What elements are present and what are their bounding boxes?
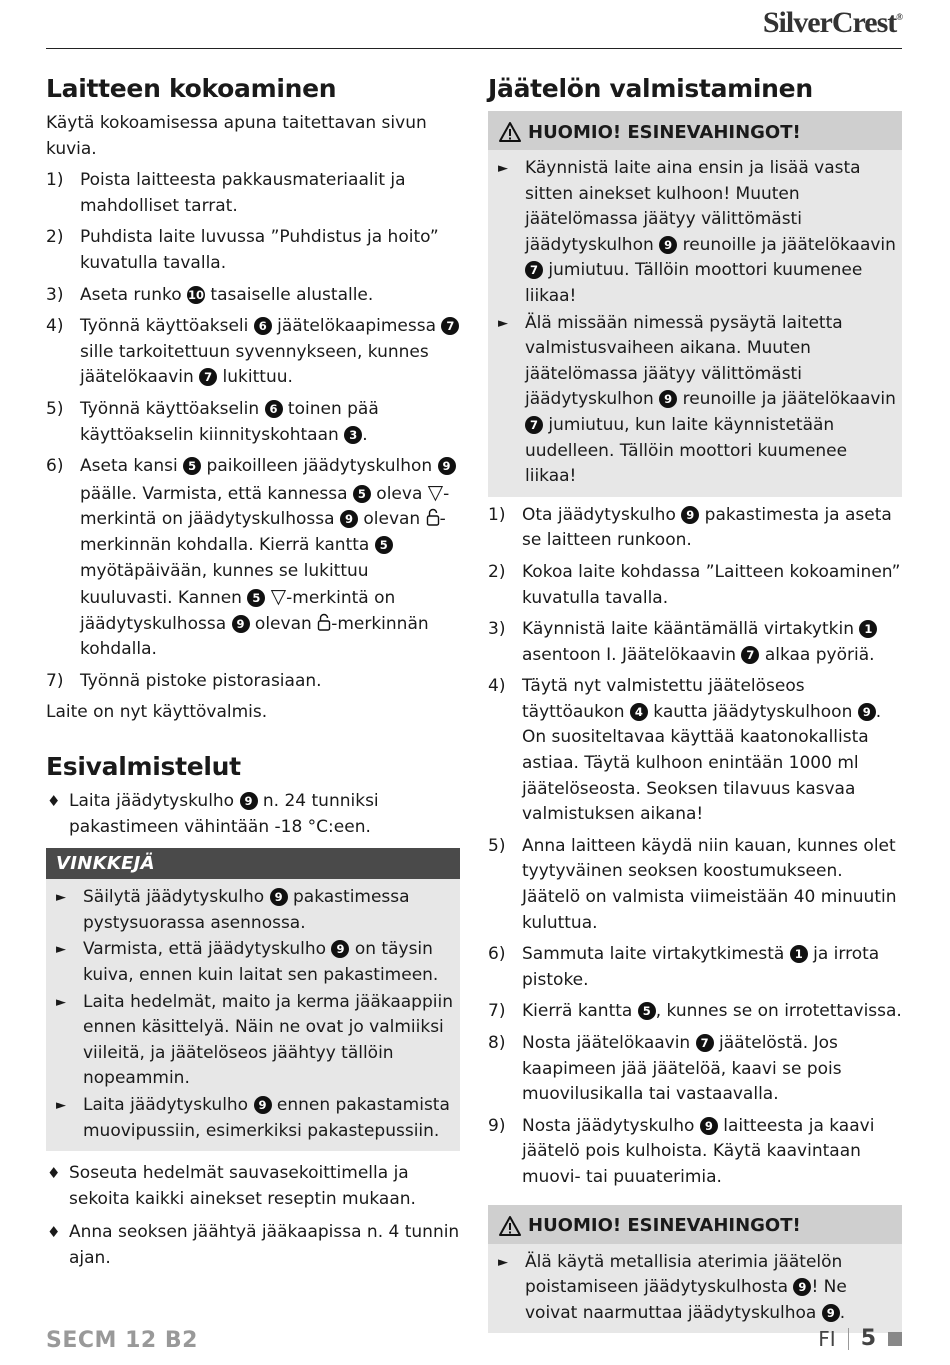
step-text: Aseta kansi 5 paikoilleen jäädytyskulhon 9 päälle. Varmista, että kannessa 5 oleva ▽-merkintä on jäädytyskulhossa 9 olevan -merkinnän kohdalla. Kierrä kantta 5 myötäpäivään, kunnes se lukittuu kuuluvasti. Kannen 5 ▽-merkintä on jäädytyskulhossa 9 olevan -merkinnän kohdalla. xyxy=(80,456,456,659)
tip-item xyxy=(46,937,460,988)
step-item xyxy=(46,454,460,663)
step-number: 2) xyxy=(488,561,506,582)
tips-title: VINKKEJÄ xyxy=(46,848,460,879)
triangle-marker-icon: ▽ xyxy=(427,479,444,504)
prep-bullets xyxy=(46,789,460,840)
assembly-ready: Laite on nyt käyttövalmis. xyxy=(46,702,268,723)
step-item xyxy=(488,1114,902,1191)
step-item xyxy=(46,283,460,309)
warning-list-2 xyxy=(488,1244,902,1330)
part-number-badge: 9 xyxy=(340,510,358,528)
warning-triangle-icon xyxy=(498,1215,522,1237)
arrow-bullet-icon: ► xyxy=(56,890,66,906)
step-item xyxy=(46,225,460,276)
step-number: 6) xyxy=(488,944,506,965)
step-item xyxy=(488,674,902,828)
list-text: Laita jäädytyskulho 9 ennen pakastamista muovipussiin, esimerkiksi pakastepussiin. xyxy=(83,1095,450,1141)
header-rule xyxy=(46,48,902,49)
prep-bullet-item xyxy=(46,1220,460,1271)
diamond-bullet-icon: ♦ xyxy=(47,1164,61,1183)
part-number-badge: 9 xyxy=(822,1304,840,1322)
part-number-badge: 7 xyxy=(525,416,543,434)
part-number-badge: 10 xyxy=(188,287,205,302)
step-text: Puhdista laite luvussa ”Puhdistus ja hoito” kuvatulla tavalla. xyxy=(80,227,439,273)
step-item xyxy=(46,168,460,219)
tips-list xyxy=(46,879,460,1147)
part-number-badge: 9 xyxy=(700,1117,718,1135)
step-item xyxy=(488,942,902,993)
prep-bullet-item xyxy=(46,789,460,840)
assembly-intro: Käytä kokoamisessa apuna taitettavan sivun kuvia. xyxy=(46,113,427,159)
part-number-badge: 7 xyxy=(199,368,217,386)
part-number-badge: 5 xyxy=(638,1002,656,1020)
step-text: Nosta jäätelökaavin 7 jäätelöstä. Jos kaapimeen jää jäätelöä, kaavi se pois muovilusikalla tai vastaavalla. xyxy=(522,1033,842,1105)
warning-item xyxy=(488,156,902,310)
step-text: Käynnistä laite kääntämällä virtakytkin 1 asentoon I. Jäätelökaavin 7 alkaa pyöriä. xyxy=(522,619,877,665)
part-number-badge: 9 xyxy=(232,615,250,633)
assembly-steps xyxy=(46,168,460,694)
part-number-badge: 6 xyxy=(265,400,283,418)
list-text: Varmista, että jäädytyskulho 9 on täysin kuiva, ennen kuin laitat sen pakastimeen. xyxy=(83,939,439,986)
prep-bullets-after xyxy=(46,1161,460,1271)
list-text: Anna seoksen jäähtyä jääkaapissa n. 4 tunnin ajan. xyxy=(69,1222,460,1268)
arrow-bullet-icon: ► xyxy=(56,942,66,958)
part-number-badge: 6 xyxy=(254,317,272,335)
part-number-badge: 9 xyxy=(331,940,349,958)
section-title-making: Jäätelön valmistaminen xyxy=(488,74,813,103)
step-number: 6) xyxy=(46,456,64,477)
warning-box-1 xyxy=(488,111,902,497)
lock-icon xyxy=(317,613,331,631)
step-item xyxy=(488,503,902,554)
arrow-bullet-icon: ► xyxy=(498,315,508,331)
part-number-badge: 9 xyxy=(270,888,288,906)
triangle-marker-icon: ▽ xyxy=(270,584,287,609)
list-text: Älä käytä metallisia aterimia jäätelön poistamiseen jäädytyskulhosta 9 ! Ne voivat naarmuttaa jäädytyskulhoa 9 . xyxy=(525,1251,847,1323)
tips-box xyxy=(46,848,460,1151)
step-item xyxy=(488,834,902,936)
part-number-badge: 9 xyxy=(240,792,258,810)
left-column xyxy=(46,72,460,1280)
step-text: Ota jäädytyskulho 9 pakastimesta ja aseta se laitteen runkoon. xyxy=(522,504,892,551)
step-text: Työnnä käyttöakseli 6 jäätelökaapimessa 7 sille tarkoitettuun syvennykseen, kunnes jäätelökaavin 7 lukittuu. xyxy=(80,316,459,387)
step-number: 2) xyxy=(46,227,64,248)
step-item xyxy=(46,669,460,695)
warning-list-1 xyxy=(488,150,902,493)
step-number: 8) xyxy=(488,1033,506,1053)
part-number-badge: 9 xyxy=(438,457,456,475)
warning-header-2 xyxy=(488,1205,902,1244)
arrow-bullet-icon: ► xyxy=(498,1254,508,1270)
step-number: 1) xyxy=(488,504,506,525)
part-number-badge: 5 xyxy=(375,536,393,554)
step-item xyxy=(488,560,902,611)
warning-box-2 xyxy=(488,1205,902,1334)
arrow-bullet-icon: ► xyxy=(56,1098,66,1113)
part-number-badge: 9 xyxy=(659,390,677,408)
arrow-bullet-icon: ► xyxy=(498,161,508,176)
part-number-badge: 7 xyxy=(741,646,759,664)
list-text: Laita jäädytyskulho 9 n. 24 tunniksi pakastimeen vähintään -18 °C:een. xyxy=(69,791,379,837)
part-number-badge: 7 xyxy=(441,317,459,335)
section-title-prep: Esivalmistelut xyxy=(46,752,241,782)
warning-item xyxy=(488,1250,902,1327)
step-item xyxy=(46,397,460,448)
part-number-badge: 5 xyxy=(183,457,201,475)
step-number: 4) xyxy=(488,676,506,697)
part-number-badge: 9 xyxy=(793,1278,811,1296)
step-item xyxy=(488,617,902,668)
step-number: 7) xyxy=(488,1001,506,1022)
part-number-badge: 9 xyxy=(858,703,876,721)
diamond-bullet-icon: ♦ xyxy=(47,1223,61,1242)
list-text: Älä missään nimessä pysäytä laitetta valmistusvaiheen aikana. Muuten jäätelömassa jäätyy välittömästi jäädytyskulhon 9 reunoille ja jäätelökaavin 7 jumiutuu, kun laite käynnistetään uudelleen. Tällöin moottori kuumenee liikaa! xyxy=(525,312,896,487)
step-item xyxy=(488,1031,902,1108)
step-number: 3) xyxy=(488,619,506,640)
part-number-badge: 7 xyxy=(525,261,543,279)
lock-icon xyxy=(426,508,440,526)
step-text: Aseta runko 10 tasaiselle alustalle. xyxy=(80,284,374,305)
step-text: Työnnä käyttöakselin 6 toinen pää käyttöakselin kiinnityskohtaan 3 . xyxy=(80,398,379,445)
list-text: Käynnistä laite aina ensin ja lisää vasta sitten ainekset kulhoon! Muuten jäätelömassa jäätyy välittömästi jäädytyskulhon 9 reunoille ja jäätelökaavin 7 jumiutuu. Tällöin moottori kuumenee liikaa! xyxy=(525,158,896,306)
list-text: Laita hedelmät, maito ja kerma jääkaappiin ennen käsittelyä. Näin ne ovat jo valmiiksi viileitä, ja jäätelöseos jäähtyy tällöin nopeammin. xyxy=(83,991,453,1089)
step-number: 9) xyxy=(488,1115,506,1136)
step-text: Nosta jäädytyskulho 9 laitteesta ja kaavi jäätelö pois kulhoista. Käytä kaavintaan muovi- tai puuaterimia. xyxy=(522,1115,875,1187)
tip-item xyxy=(46,990,460,1092)
tip-item xyxy=(46,1093,460,1144)
brand-logo: SilverCrest® xyxy=(762,6,902,39)
making-steps xyxy=(488,503,902,1191)
part-number-badge: 1 xyxy=(859,620,877,638)
warning-title-1: HUOMIO! ESINEVAHINGOT! xyxy=(528,121,801,143)
list-text: Soseuta hedelmät sauvasekoittimella ja sekoita kaikki ainekset reseptin mukaan. xyxy=(69,1163,416,1209)
step-number: 1) xyxy=(46,170,64,191)
step-item xyxy=(46,314,460,391)
footer-separator xyxy=(848,1328,849,1350)
part-number-badge: 5 xyxy=(353,485,371,503)
diamond-bullet-icon: ♦ xyxy=(47,792,61,811)
warning-header-1 xyxy=(488,111,902,150)
step-text: Anna laitteen käydä niin kauan, kunnes olet tyytyväinen seoksen koostumukseen. Jäätelö on valmista viimeistään 40 minuutin kuluttua. xyxy=(522,835,897,933)
page-number: 5 xyxy=(860,1326,876,1351)
part-number-badge: 9 xyxy=(659,236,677,254)
step-text: Poista laitteesta pakkausmateriaalit ja mahdolliset tarrat. xyxy=(80,170,406,216)
footer-pagination xyxy=(818,1326,902,1351)
list-text: Säilytä jäädytyskulho 9 pakastimessa pystysuorassa asennossa. xyxy=(83,887,410,933)
part-number-badge: 9 xyxy=(254,1096,272,1114)
part-number-badge: 1 xyxy=(790,945,808,963)
part-number-badge: 3 xyxy=(344,426,362,444)
part-number-badge: 4 xyxy=(630,703,648,721)
step-text: Kokoa laite kohdassa ”Laitteen kokoaminen” kuvatulla tavalla. xyxy=(522,561,901,608)
step-number: 5) xyxy=(488,835,506,856)
footer-square-icon xyxy=(888,1332,902,1346)
right-column xyxy=(488,72,902,1339)
section-title-assembly: Laitteen kokoaminen xyxy=(46,74,337,103)
step-number: 7) xyxy=(46,670,64,691)
step-number: 5) xyxy=(46,398,64,419)
arrow-bullet-icon: ► xyxy=(56,994,66,1010)
warning-title-2: HUOMIO! ESINEVAHINGOT! xyxy=(528,1215,801,1237)
warning-triangle-icon xyxy=(498,121,522,143)
warning-item xyxy=(488,311,902,490)
part-number-badge: 5 xyxy=(247,589,265,607)
step-text: Kierrä kantta 5 , kunnes se on irrotettavissa. xyxy=(522,1001,902,1022)
step-text: Täytä nyt valmistettu jäätelöseos täyttöaukon 4 kautta jäädytyskulhoon 9 . On suositeltavaa käyttää kaatonokallista astiaa. Täytä kulhoon enintään 1000 ml jäätelöseosta. Seoksen tilavuus kasvaa valmistuksen aikana! xyxy=(522,676,882,825)
step-number: 4) xyxy=(46,316,64,337)
footer-model: SECM 12 B2 xyxy=(46,1328,198,1353)
tip-item xyxy=(46,885,460,936)
step-item xyxy=(488,999,902,1025)
prep-bullet-item xyxy=(46,1161,460,1212)
step-text: Sammuta laite virtakytkimestä 1 ja irrota pistoke. xyxy=(522,944,880,990)
step-number: 3) xyxy=(46,284,64,305)
step-text: Työnnä pistoke pistorasiaan. xyxy=(80,670,322,691)
part-number-badge: 7 xyxy=(696,1034,714,1052)
footer-language: FI xyxy=(818,1326,836,1351)
part-number-badge: 9 xyxy=(681,506,699,524)
